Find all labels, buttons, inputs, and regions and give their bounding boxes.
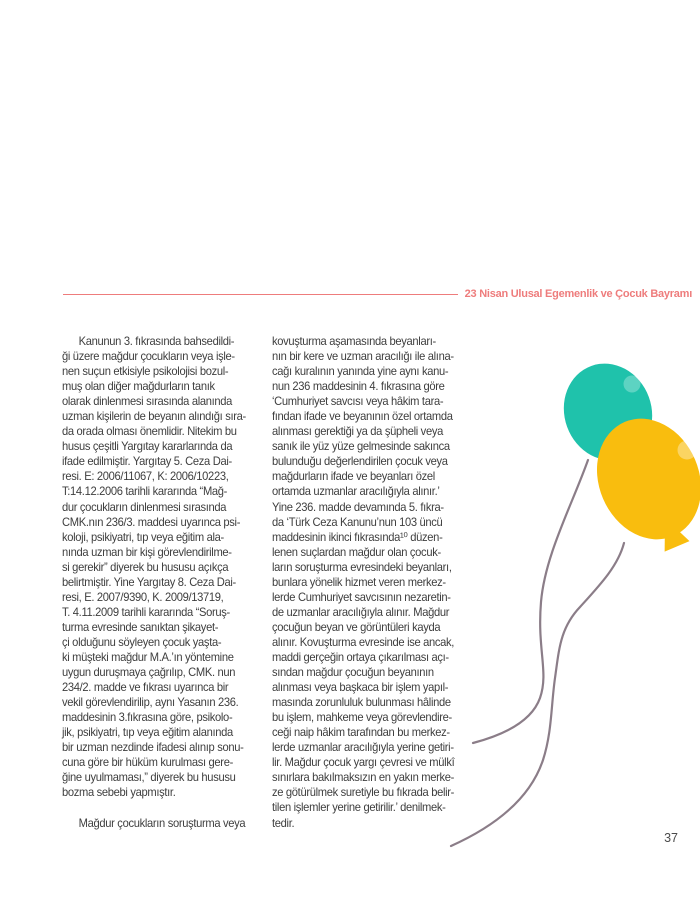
text-line: çi olduğunu söyleyen çocuk yaşta- — [62, 634, 222, 649]
text-line: muş olan diğer mağdurların tanık — [62, 379, 215, 394]
text-line: da orada olması önemlidir. Nitekim bu — [62, 424, 237, 439]
text-line: alınması veya başkaca bir işlem yapıl- — [272, 680, 449, 695]
text-line: cağı kuralının yanında yine aynı kanu- — [272, 364, 449, 379]
text-line: Mağdur çocukların soruşturma veya — [62, 815, 246, 830]
text-line: koloji, psikiyatri, tıp veya eğitim ala- — [62, 529, 224, 544]
teal-balloon-highlight — [624, 376, 641, 393]
text-line: jik, psikiyatri, tıp veya eğitim alanında — [62, 725, 233, 740]
text-line: nen suçun etkisiyle psikolojisi bozul- — [62, 364, 229, 379]
text-line: ki müşteki mağdur M.A.’ın yöntemine — [62, 649, 234, 664]
text-line: lerde uzmanlar aracılığıyla yerine getiri- — [272, 740, 454, 755]
text-line: ceği naip hâkim tarafından bu merkez- — [272, 725, 450, 740]
text-line: bunlara yönelik hizmet veren merkez- — [272, 574, 446, 589]
text-line: cuna göre bir hüküm kurulması gere- — [62, 755, 233, 770]
text-line: Yine 236. madde devamında 5. fıkra- — [272, 499, 444, 514]
text-line: ifade edilmiştir. Yargıtay 5. Ceza Dai- — [62, 454, 232, 469]
text-line: bir uzman nezdinde ifadesi alınıp sonu- — [62, 740, 244, 755]
text-line — [62, 800, 251, 815]
text-line: nın bir kere ve uzman aracılığı ile alına- — [272, 349, 454, 364]
text-line: da ‘Türk Ceza Kanunu’nun 103 üncü — [272, 514, 443, 529]
text-line: resi. E: 2006/11067, K: 2006/10223, — [62, 469, 229, 484]
text-line: ği üzere mağdur çocukların veya işle- — [62, 349, 235, 364]
text-line: bozma sebebi yapmıştır. — [62, 785, 176, 800]
text-line: 234/2. madde ve fıkrası uyarınca bir — [62, 680, 229, 695]
text-line: T. 4.11.2009 tarihli kararında “Soruş- — [62, 604, 230, 619]
text-line: sanık ile yüz yüze gelmesinde sakınca — [272, 439, 450, 454]
text-line: bulunduğu değerlendirilen çocuk veya — [272, 454, 448, 469]
text-line: nun 236 maddesinin 4. fıkrasına göre — [272, 379, 445, 394]
running-head-title: 23 Nisan Ulusal Egemenlik ve Çocuk Bayramı — [464, 288, 692, 300]
text-line: lir. Mağdur çocuk yargı çevresi ve mülkî — [272, 755, 455, 770]
text-line: dur çocukların dinlenmesi sırasında — [62, 499, 227, 514]
text-line: T:14.12.2006 tarihli kararında “Mağ- — [62, 484, 228, 499]
text-line: uzman kişilerin de beyanın alındığı sıra- — [62, 409, 246, 424]
text-line: mağdurların ifade ve beyanları özel — [272, 469, 435, 484]
text-line: kovuşturma aşamasında beyanları- — [272, 334, 436, 348]
text-line: tedir. — [272, 815, 295, 830]
text-line: turma evresinde sanıktan şikayet- — [62, 619, 219, 634]
text-line: bu işlem, mahkeme veya görevlendire- — [272, 710, 452, 725]
text-line: maddesinin 3.fıkrasına göre, psikolo- — [62, 710, 233, 725]
header-divider-line — [63, 294, 458, 295]
article-body — [62, 334, 482, 831]
teal-balloon-string — [473, 460, 588, 743]
text-line: fından ifade ve beyanının özel ortamda — [272, 409, 453, 424]
text-line: ların soruşturma evresindeki beyanları, — [272, 559, 452, 574]
balloon-illustration — [440, 340, 700, 860]
yellow-balloon-string — [451, 543, 624, 846]
text-line: lerde Cumhuriyet savcısının nezaretin- — [272, 589, 451, 604]
yellow-balloon-highlight — [678, 441, 697, 460]
text-line: alınması gerektiği ya da şüpheli veya — [272, 424, 443, 439]
text-line: uygun duruşmaya çağrılıp, CMK. nun — [62, 665, 236, 680]
text-line: belirtmiştir. Yine Yargıtay 8. Ceza Dai- — [62, 574, 236, 589]
text-line: Kanunun 3. fıkrasında bahsedildi- — [62, 334, 235, 348]
text-line: vekil görevlendirilip, aynı Yasanın 236. — [62, 695, 239, 710]
text-line: alınır. Kovuşturma evresinde ise ancak, — [272, 634, 455, 649]
text-line: sınırlara bakılmaksızın en yakın merke- — [272, 770, 455, 785]
text-line: maddesinin ikinci fıkrasında¹⁰ düzen- — [272, 529, 443, 544]
text-line: nında uzman bir kişi görevlendirilme- — [62, 544, 232, 559]
text-line: resi, E. 2007/9390, K. 2009/13719, — [62, 589, 224, 604]
text-line: masında zorunluluk bulunması hâlinde — [272, 695, 451, 710]
page-header — [63, 288, 692, 300]
page-number: 37 — [664, 831, 678, 845]
text-line: olarak dinlenmesi sırasında alanında — [62, 394, 233, 409]
text-line: maddi gerçeğin ortaya çıkarılması açı- — [272, 649, 449, 664]
text-line: ‘Cumhuriyet savcısı veya hâkim tara- — [272, 394, 444, 409]
text-line: ze götürülmek suretiyle bu fıkrada belir- — [272, 785, 455, 800]
left-column — [62, 334, 265, 831]
text-line: de uzmanlar aracılığıyla alınır. Mağdur — [272, 604, 450, 619]
text-line: lenen suçlardan mağdur olan çocuk- — [272, 544, 441, 559]
text-line: ğine uyulmaması,” diyerek bu hususu — [62, 770, 236, 785]
text-line: husus çeşitli Yargıtay kararlarında da — [62, 439, 233, 454]
text-line: CMK.nın 236/3. maddesi uyarınca psi- — [62, 514, 241, 529]
text-line: ortamda uzmanlar aracılığıyla alınır.’ — [272, 484, 440, 499]
text-line: çocuğun beyan ve görüntüleri kayda — [272, 619, 441, 634]
text-line: tilen işlemler yerine getirilir.’ denilmek- — [272, 800, 446, 815]
text-line: sından mağdur çocuğun beyanının — [272, 665, 434, 680]
text-line: si gerekir” diyerek bu hususu açıkça — [62, 559, 229, 574]
